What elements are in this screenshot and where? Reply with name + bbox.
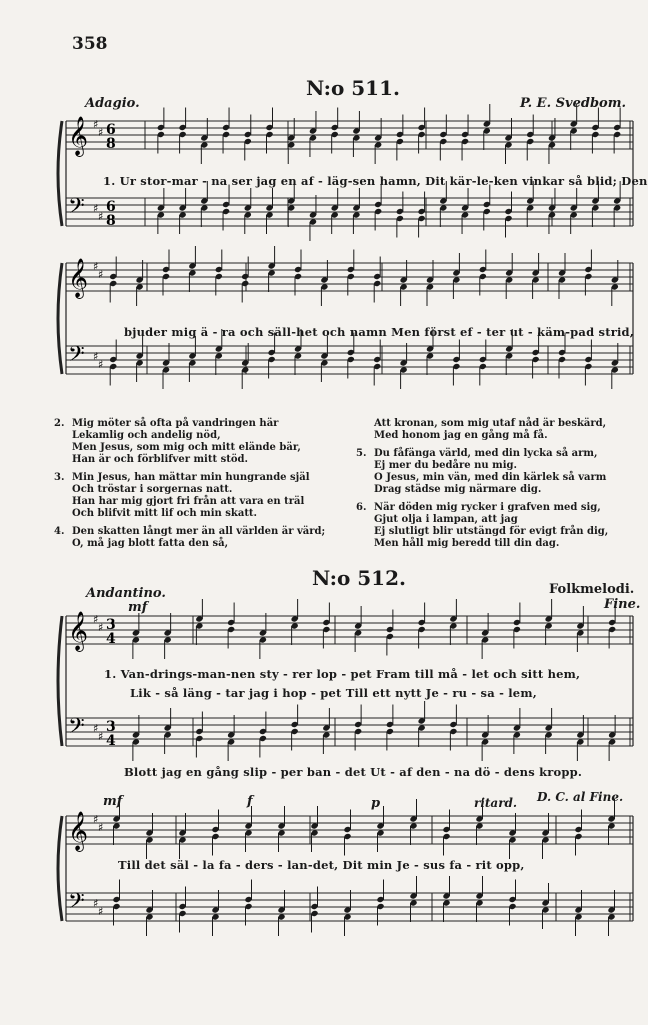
time-signature: 4 bbox=[106, 631, 116, 647]
verse-line: Men håll mig beredd till din dag. bbox=[374, 538, 560, 549]
verses-right-column bbox=[356, 418, 608, 556]
sharp-icon: ♯ bbox=[98, 210, 104, 223]
sharp-icon: ♯ bbox=[98, 730, 104, 743]
sharp-icon: ♯ bbox=[93, 813, 99, 826]
brace bbox=[58, 263, 62, 374]
sharp-icon: ♯ bbox=[98, 268, 104, 281]
hymn-511-lyrics-line-2: bjuder mig ä - ra och säll-het och namn Men först ef - ter ut - käm-pad strid, bbox=[124, 325, 634, 339]
sharp-icon: ♯ bbox=[93, 350, 99, 363]
verse-r-0 bbox=[356, 418, 608, 442]
verse-line: Han är och förblifver mitt stöd. bbox=[72, 454, 248, 465]
verse-line: Och tröstar i sorgernas natt. bbox=[72, 484, 233, 495]
verse-line: Drag städse mig närmare dig. bbox=[374, 484, 542, 495]
dynamic-p: p bbox=[371, 796, 381, 811]
verse-l-0 bbox=[54, 418, 325, 466]
time-signature: 6 bbox=[106, 199, 116, 215]
time-signature: 4 bbox=[106, 733, 116, 749]
dynamic-mf: mf bbox=[128, 600, 148, 615]
brace bbox=[58, 616, 62, 746]
verse-line: 2. Mig möter så ofta på vandringen här bbox=[54, 418, 279, 429]
hymn-511-title: N:o 511. bbox=[306, 76, 400, 100]
treble-clef-icon: 𝄞 bbox=[68, 811, 89, 851]
brace bbox=[58, 816, 62, 921]
time-signature: 3 bbox=[106, 617, 116, 633]
verse-line: Gjut olja i lampan, att jag bbox=[374, 514, 518, 525]
verse-line: Med honom jag en gång må få. bbox=[374, 430, 548, 441]
verse-l-2 bbox=[54, 526, 325, 550]
system-511-1-treble bbox=[66, 121, 633, 149]
sharp-icon: ♯ bbox=[93, 613, 99, 626]
hymn-511-lyrics-line-1: 1. Ur stor-mar - na ser jag en af - läg-sen hamn, Dit kär-le-ken vinkar så blid; Den bbox=[103, 174, 648, 188]
sharp-icon: ♯ bbox=[98, 821, 104, 834]
hymn-512-lyrics-line-1c: Blott jag en gång slip - per ban - det Ut - af den - na dö - dens kropp. bbox=[124, 765, 583, 779]
treble-clef-icon: 𝄞 bbox=[68, 611, 89, 651]
bass-clef-icon: 𝄢 bbox=[68, 714, 85, 744]
verse-line: Men Jesus, som mig och mitt elände bär, bbox=[72, 442, 301, 453]
sharp-icon: ♯ bbox=[93, 722, 99, 735]
system-511-1-bass bbox=[66, 198, 633, 226]
time-signature: 3 bbox=[106, 719, 116, 735]
hymn-511-tempo: Adagio. bbox=[85, 96, 140, 111]
ritard-mark: ritard. bbox=[474, 796, 518, 810]
sharp-icon: ♯ bbox=[98, 905, 104, 918]
sharp-icon: ♯ bbox=[98, 126, 104, 139]
bass-clef-icon: 𝄢 bbox=[68, 194, 85, 224]
hymn-512-composer: Folkmelodi. bbox=[549, 582, 635, 597]
treble-clef-icon: 𝄞 bbox=[68, 258, 89, 298]
sharp-icon: ♯ bbox=[98, 358, 104, 371]
time-signature: 8 bbox=[106, 213, 116, 229]
verse-l-1 bbox=[54, 472, 325, 520]
verse-line: 5. Du fåfänga värld, med din lycka så arm, bbox=[356, 448, 598, 459]
system-512-1-bass bbox=[66, 718, 633, 746]
hymn-512-lyrics-line-1b: Lik - så läng - tar jag i hop - pet Till ett nytt Je - ru - sa - lem, bbox=[130, 686, 537, 700]
sharp-icon: ♯ bbox=[93, 897, 99, 910]
hymn-512-lyrics-line-1a: 1. Van-drings-man-nen sty - rer lop - pet Fram till må - let och sitt hem, bbox=[104, 667, 581, 681]
da-capo-mark: D. C. al Fine. bbox=[537, 790, 624, 804]
time-signature: 6 bbox=[106, 122, 116, 138]
hymn-512-lyrics-line-2: Till det säl - la fa - ders - lan-det, Dit min Je - sus fa - rit opp, bbox=[118, 858, 525, 872]
hymn-511-composer: P. E. Svedbom. bbox=[520, 96, 626, 111]
time-signature: 8 bbox=[106, 136, 116, 152]
verse-line: Lekamlig och andelig nöd, bbox=[72, 430, 221, 441]
verses-left-column bbox=[54, 418, 325, 556]
verse-line: Han har mig gjort fri från att vara en träl bbox=[72, 496, 305, 507]
sharp-icon: ♯ bbox=[93, 118, 99, 131]
verse-line: 6. När döden mig rycker i grafven med sig, bbox=[356, 502, 601, 513]
hymn-512-title: N:o 512. bbox=[312, 566, 406, 590]
verse-line: Och blifvit mitt lif och min skatt. bbox=[72, 508, 258, 519]
verse-line: O, må jag blott fatta den så, bbox=[72, 538, 229, 549]
treble-clef-icon: 𝄞 bbox=[68, 116, 89, 156]
verse-line: 3. Min Jesus, han mättar min hungrande själ bbox=[54, 472, 310, 483]
verse-r-2 bbox=[356, 502, 608, 550]
sharp-icon: ♯ bbox=[93, 202, 99, 215]
dynamic-mf-2: mf bbox=[103, 794, 123, 809]
verse-r-1 bbox=[356, 448, 608, 496]
verse-line: Att kronan, som mig utaf nåd är beskärd, bbox=[374, 418, 607, 429]
fine-mark: Fine. bbox=[604, 597, 641, 612]
verse-line: 4. Den skatten långt mer än all världen är värd; bbox=[54, 526, 326, 537]
bass-clef-icon: 𝄢 bbox=[68, 889, 85, 919]
sharp-icon: ♯ bbox=[98, 621, 104, 634]
dynamic-f: f bbox=[247, 794, 253, 809]
verse-line: O Jesus, min vän, med din kärlek så varm bbox=[374, 472, 607, 483]
hymn-512-tempo: Andantino. bbox=[86, 586, 166, 601]
sharp-icon: ♯ bbox=[93, 260, 99, 273]
brace bbox=[58, 121, 62, 226]
bass-clef-icon: 𝄢 bbox=[68, 342, 85, 372]
verse-line: Ej mer du bedåre nu mig. bbox=[374, 460, 517, 471]
page-number: 358 bbox=[72, 34, 108, 54]
verse-line: Ej slutligt blir utstängd för evigt från dig, bbox=[374, 526, 609, 537]
